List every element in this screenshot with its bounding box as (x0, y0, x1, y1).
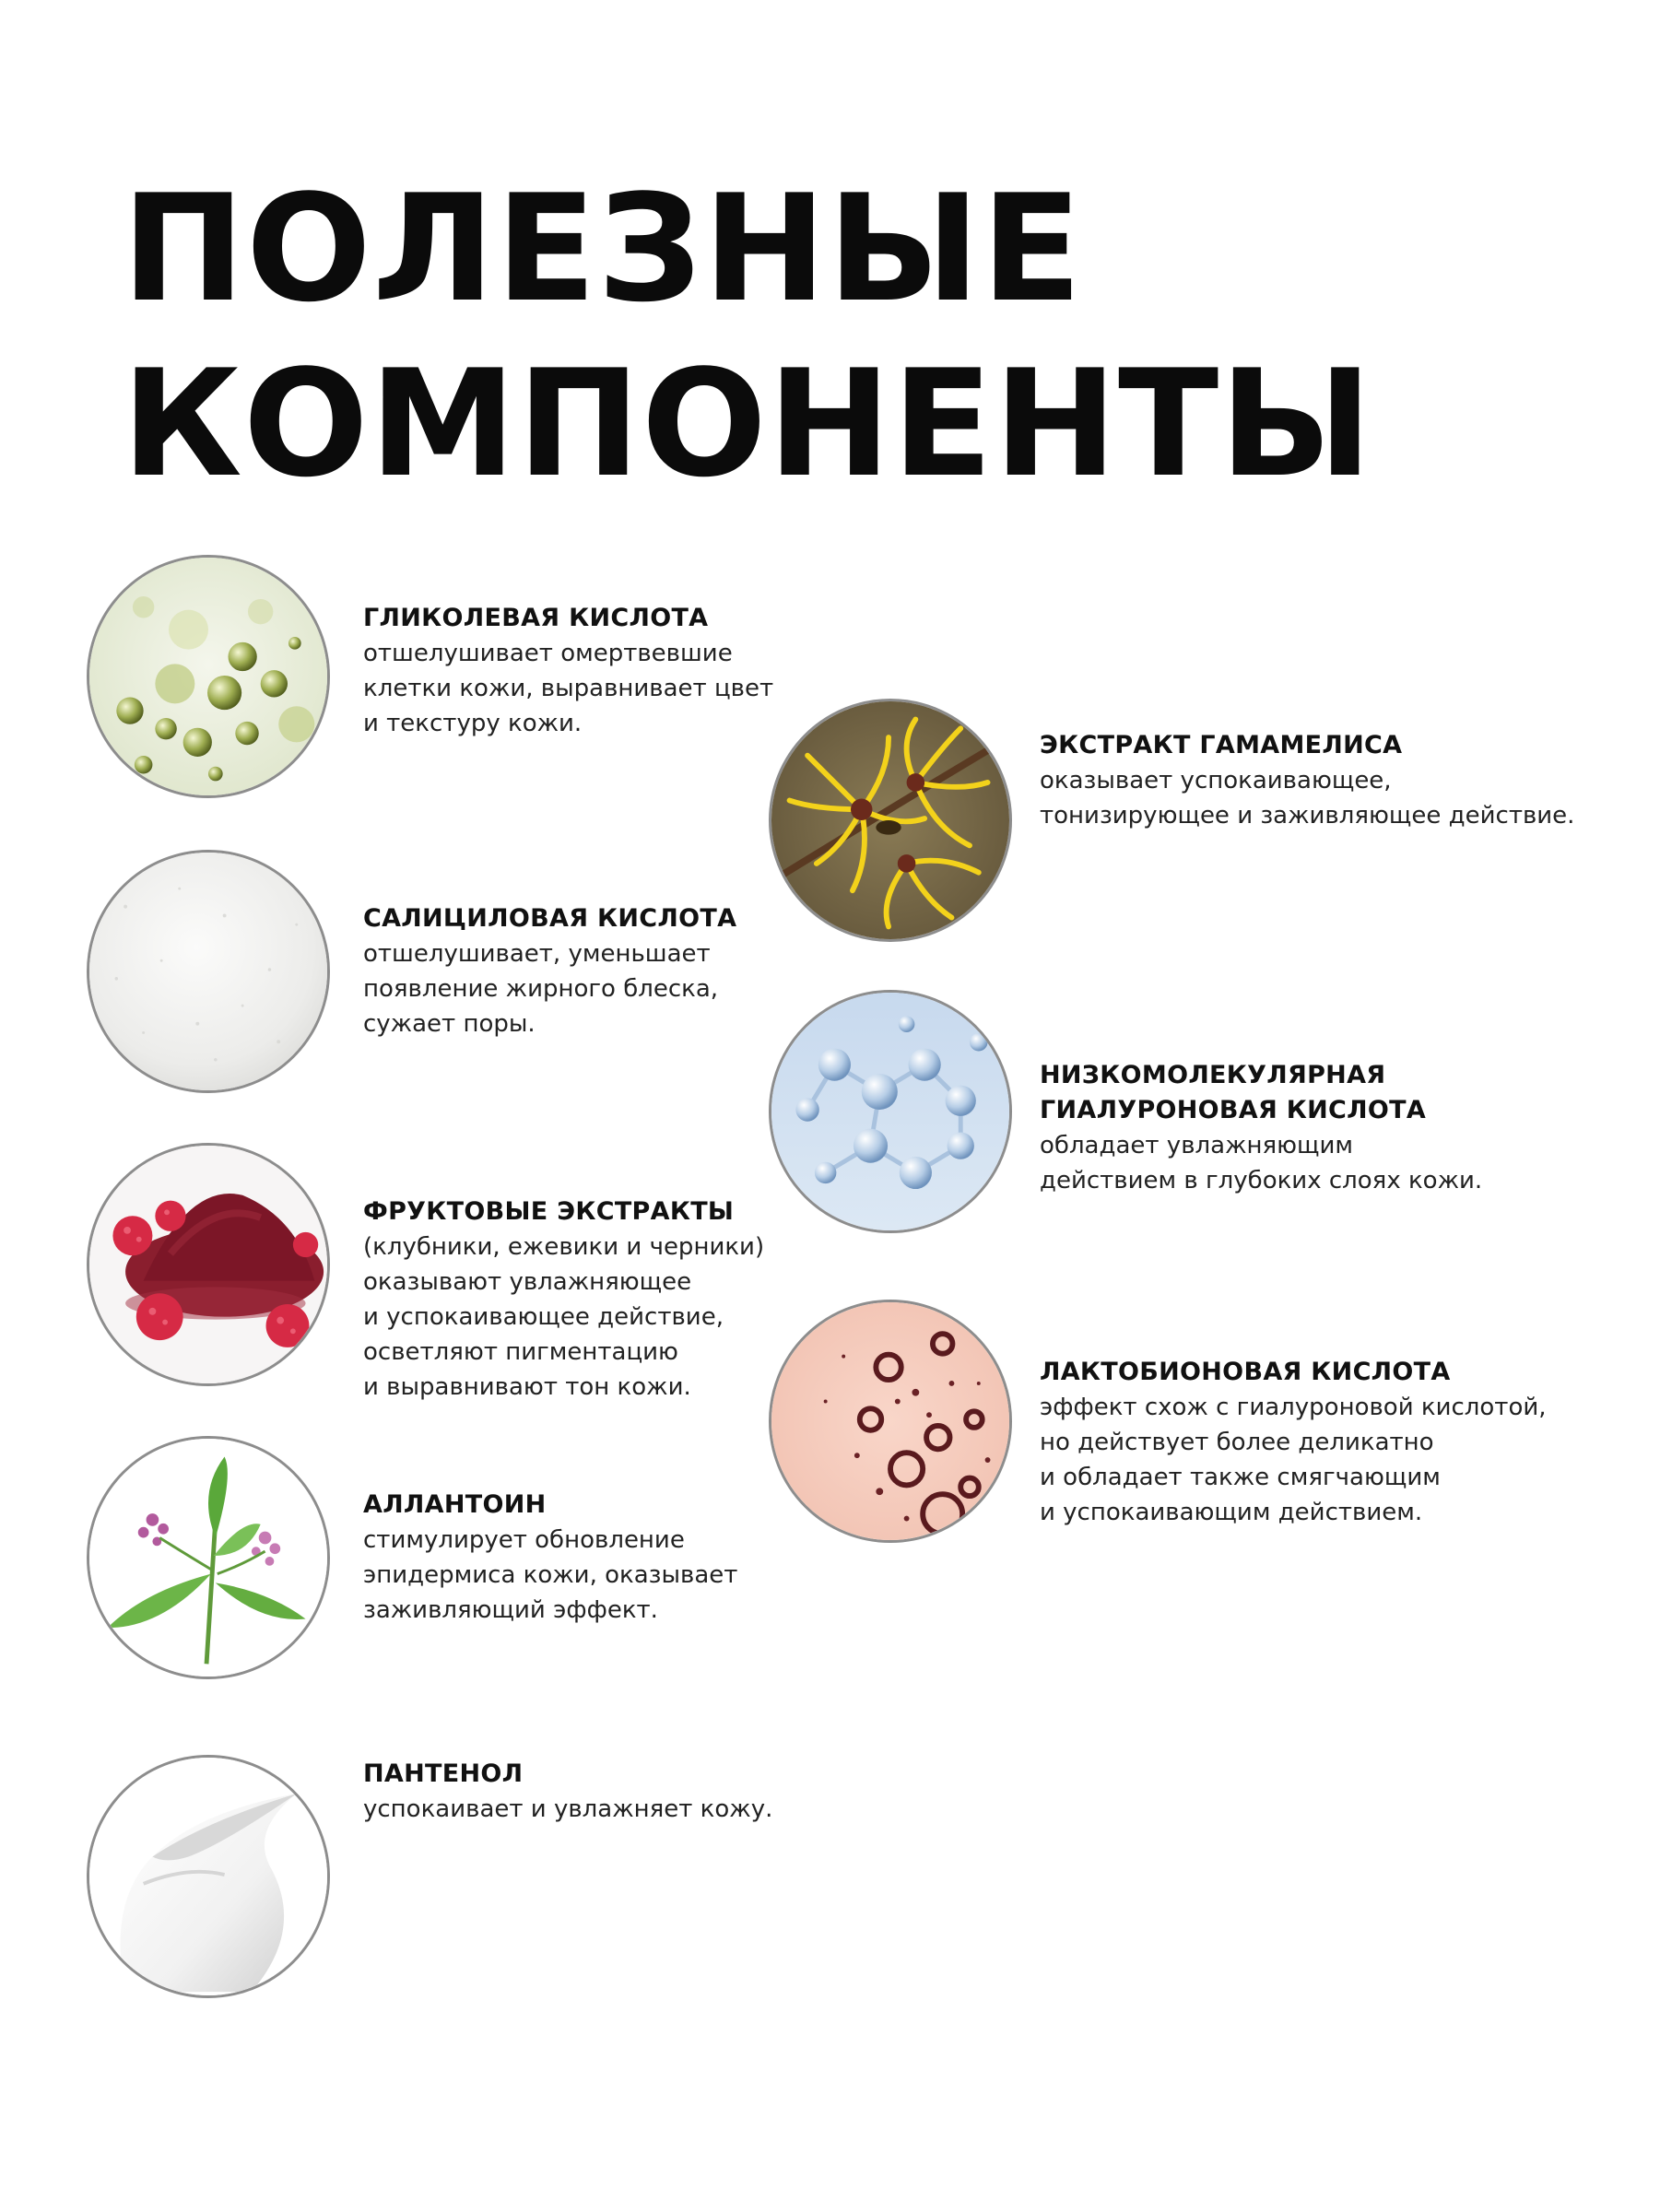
cream-swirl-image (87, 1755, 330, 1998)
page-title-line-1: ПОЛЕЗНЫЕ (122, 162, 1083, 335)
berry-powder-image (87, 1143, 330, 1386)
ingredient-description: (клубники, ежевики и черники) оказывают увлажняющее и успокаивающее действие, осветляют пигментацию и выравнивают тон кожи. (363, 1233, 765, 1401)
ingredient-name: ПАНТЕНОЛ (363, 1759, 524, 1788)
witch-hazel-flower-image (769, 699, 1012, 942)
ingredient-allantoin (363, 1488, 796, 1628)
green-bubbles-image (87, 555, 330, 798)
ingredient-fruit-extracts (363, 1194, 796, 1405)
ingredient-description: стимулирует обновление эпидермиса кожи, оказывает заживляющий эффект. (363, 1526, 738, 1624)
ingredient-description: успокаивает и увлажняет кожу. (363, 1795, 773, 1823)
ingredient-description: отшелушивает, уменьшает появление жирного блеска, сужает поры. (363, 940, 719, 1038)
ingredient-name: АЛЛАНТОИН (363, 1490, 547, 1519)
ingredient-hyaluronic-acid (1040, 1058, 1630, 1198)
ingredient-name: ГЛИКОЛЕВАЯ КИСЛОТА (363, 604, 709, 632)
ingredient-lactobionic-acid (1040, 1355, 1630, 1530)
ingredient-name: ЭКСТРАКТ ГАМАМЕЛИСА (1040, 731, 1403, 759)
ingredient-description: эффект схож с гиалуроновой кислотой, но действует более деликатно и обладает также смягчающим и успокаивающим действием. (1040, 1394, 1547, 1526)
ingredient-name: САЛИЦИЛОВАЯ КИСЛОТА (363, 904, 737, 933)
ingredient-name: ФРУКТОВЫЕ ЭКСТРАКТЫ (363, 1197, 735, 1226)
ingredient-salicylic-acid (363, 901, 796, 1041)
ingredient-name: ЛАКТОБИОНОВАЯ КИСЛОТА (1040, 1358, 1451, 1386)
ingredient-glycolic-acid (363, 601, 796, 741)
ingredient-description: отшелушивает омертвевшие клетки кожи, выравнивает цвет и текстуру кожи. (363, 640, 774, 737)
ingredient-panthenol (363, 1757, 796, 1827)
ingredient-description: оказывает успокаивающее, тонизирующее и заживляющее действие. (1040, 767, 1575, 830)
pink-bubbles-image (769, 1300, 1012, 1543)
comfrey-plant-image (87, 1436, 330, 1679)
page-title-line-2: КОМПОНЕНТЫ (122, 337, 1373, 510)
page-title (122, 161, 1373, 512)
ingredient-witch-hazel-extract (1040, 728, 1630, 833)
white-powder-image (87, 850, 330, 1093)
ingredient-description: обладает увлажняющим действием в глубоких слоях кожи. (1040, 1132, 1483, 1194)
molecule-image (769, 990, 1012, 1233)
ingredient-name: НИЗКОМОЛЕКУЛЯРНАЯ ГИАЛУРОНОВАЯ КИСЛОТА (1040, 1061, 1427, 1124)
